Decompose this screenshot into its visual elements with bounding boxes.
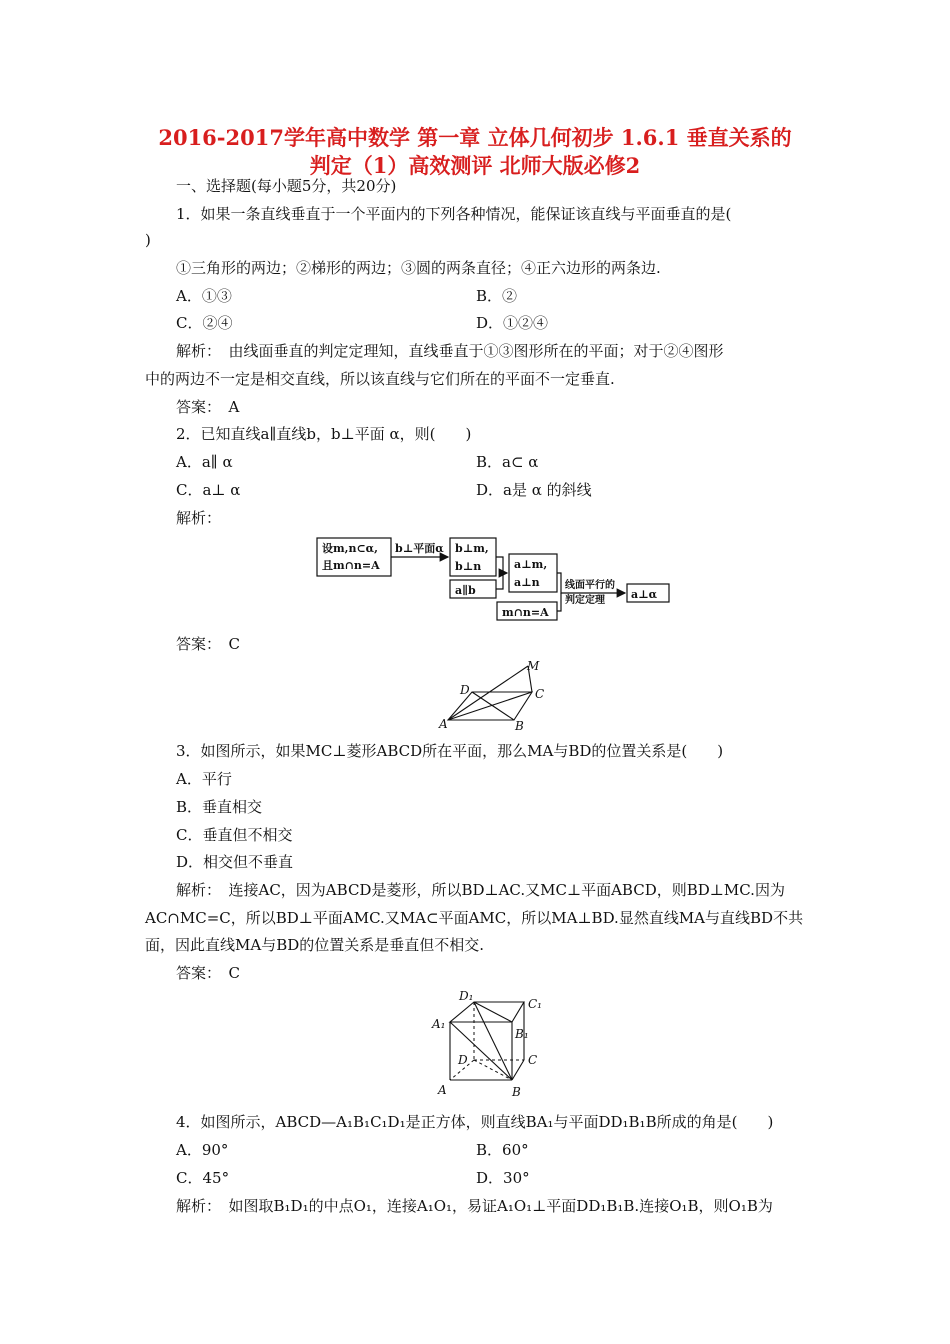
flow-box3-text: a∥b	[455, 584, 476, 597]
q2-option-b: B．a⊂ α	[476, 453, 539, 471]
flow-box1-line1: 设m,n⊂α,	[322, 542, 378, 555]
q3-analysis: 解析： 连接AC，因为ABCD是菱形，所以BD⊥AC.又MC⊥平面ABCD，则BD⊥MC.因为	[176, 881, 785, 899]
q1-option-c: C．②④	[176, 314, 233, 332]
cube-figure	[428, 988, 558, 1104]
q3-analysis-line-3: 面，因此直线MA与BD的位置关系是垂直但不相交.	[145, 936, 485, 954]
fig1-label-d: D	[460, 683, 470, 697]
flow-box1-line2: 且m∩n=A	[322, 559, 380, 572]
flow-box5-text: m∩n=A	[502, 606, 549, 619]
q4-option-a: A．90°	[176, 1141, 229, 1159]
fig2-label-c1: C₁	[528, 997, 542, 1011]
q1-option-d: D．①②④	[476, 314, 549, 332]
flow-box4-line2: a⊥n	[514, 576, 540, 589]
fig1-label-a: A	[439, 717, 448, 731]
flow-arrow-2	[496, 557, 507, 573]
flow-arrow2-label-line1: 线面平行的	[565, 580, 615, 591]
proof-flow-diagram	[315, 534, 675, 626]
fig2-label-a: A	[438, 1083, 447, 1097]
flow-box2-line1: b⊥m,	[455, 542, 489, 555]
document-title-line-1: 2016-2017学年高中数学 第一章 立体几何初步 1.6.1 垂直关系的	[158, 125, 792, 150]
flow-box2-line2: b⊥n	[455, 560, 482, 573]
q3-answer: 答案： C	[176, 964, 240, 982]
fig2-label-b1: B₁	[515, 1027, 529, 1041]
q1-option-b: B．②	[476, 287, 518, 305]
fig2-label-d1: D₁	[459, 989, 474, 1003]
q1-option-a: A．①③	[176, 287, 232, 305]
flow-box4-line1: a⊥m,	[514, 558, 548, 571]
flow-arrow1-label: b⊥平面α	[395, 542, 444, 555]
q2-stem: 2．已知直线a∥直线b，b⊥平面 α，则( )	[176, 425, 472, 443]
section-heading: 一、选择题(每小题5分，共20分)	[176, 177, 397, 195]
fig2-label-b: B	[512, 1085, 521, 1099]
q4-option-d: D．30°	[476, 1169, 530, 1187]
q2-option-c: C．a⊥ α	[176, 481, 241, 499]
q1-answer: 答案： A	[176, 398, 240, 416]
q3-analysis-line-2: AC∩MC=C，所以BD⊥平面AMC.又MA⊂平面AMC，所以MA⊥BD.显然直线MA与直线BD不共	[145, 909, 804, 927]
fig1-label-m: M	[527, 660, 540, 673]
q2-option-d: D．a是 α 的斜线	[476, 481, 592, 499]
q2-option-a: A．a∥ α	[176, 453, 233, 471]
q1-stem-continued: )	[145, 231, 151, 249]
flow-box6-text: a⊥α	[631, 588, 658, 601]
document-title-line-2: 判定（1）高效测评 北师大版必修2	[309, 153, 641, 178]
fig1-label-c: C	[535, 687, 545, 701]
q4-option-b: B．60°	[476, 1141, 529, 1159]
q1-analysis: 解析： 由线面垂直的判定定理知，直线垂直于①③图形所在的平面；对于②④图形	[176, 342, 724, 360]
q3-option-c: C．垂直但不相交	[176, 826, 293, 844]
q3-option-d: D．相交但不垂直	[176, 853, 294, 871]
q3-option-b: B．垂直相交	[176, 798, 263, 816]
flow-arrow-3	[496, 573, 503, 589]
q4-option-c: C．45°	[176, 1169, 230, 1187]
fig2-label-c: C	[528, 1053, 538, 1067]
q4-analysis: 解析： 如图取B₁D₁的中点O₁，连接A₁O₁，易证A₁O₁⊥平面DD₁B₁B.连接O₁B，则O₁B为	[176, 1197, 773, 1215]
q1-conditions: ①三角形的两边；②梯形的两边；③圆的两条直径；④正六边形的两条边.	[176, 259, 661, 277]
flow-arrow2-label-line2: 判定定理	[565, 595, 605, 606]
fig2-label-d: D	[458, 1053, 468, 1067]
fig2-label-a1: A₁	[432, 1017, 446, 1031]
q1-stem: 1．如果一条直线垂直于一个平面内的下列各种情况，能保证该直线与平面垂直的是(	[176, 205, 732, 223]
rhombus-figure	[436, 660, 548, 732]
q2-analysis: 解析：	[176, 509, 222, 527]
fig1-label-b: B	[515, 719, 524, 732]
q3-option-a: A．平行	[176, 770, 232, 788]
q4-stem: 4．如图所示，ABCD—A₁B₁C₁D₁是正方体，则直线BA₁与平面DD₁B₁B所成的角是( )	[176, 1113, 774, 1131]
q1-analysis-continued: 中的两边不一定是相交直线，所以该直线与它们所在的平面不一定垂直.	[145, 370, 615, 388]
q3-stem: 3．如图所示，如果MC⊥菱形ABCD所在平面，那么MA与BD的位置关系是( )	[176, 742, 724, 760]
q2-answer: 答案： C	[176, 635, 240, 653]
